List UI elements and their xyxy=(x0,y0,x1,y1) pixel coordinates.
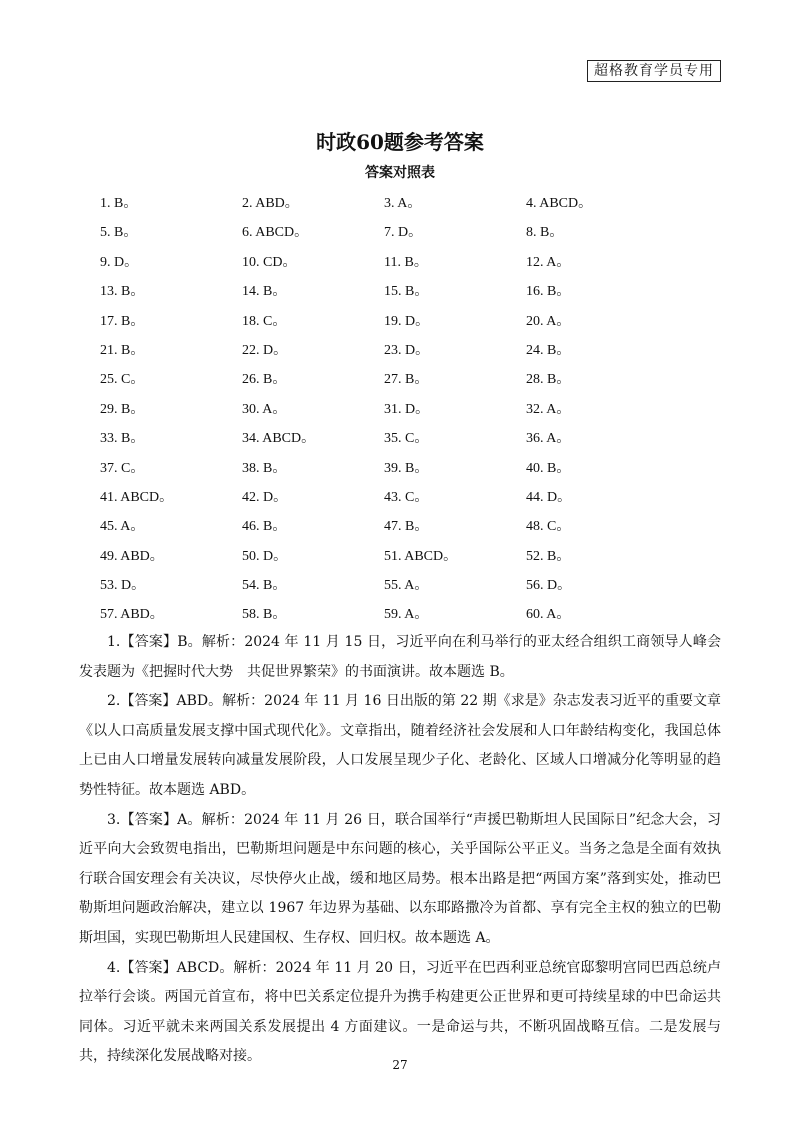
answer-item: 23. D。 xyxy=(384,342,430,358)
answer-item: 19. D。 xyxy=(384,313,430,329)
answer-item: 38. B。 xyxy=(242,460,287,476)
answer-item: 59. A。 xyxy=(384,607,429,623)
answer-item: 4. ABCD。 xyxy=(526,196,593,211)
answer-item: 58. B。 xyxy=(242,607,287,623)
answer-item: 22. D。 xyxy=(242,342,288,358)
answer-item: 48. C。 xyxy=(526,519,571,535)
answer-item: 33. B。 xyxy=(100,431,145,447)
answer-item: 45. A。 xyxy=(100,519,145,535)
answer-item: 29. B。 xyxy=(100,401,145,417)
answer-item: 13. B。 xyxy=(100,284,145,300)
answer-item: 9. D。 xyxy=(100,254,139,270)
answer-item: 15. B。 xyxy=(384,284,429,300)
page-subtitle: 答案对照表 xyxy=(365,165,435,181)
answer-item: 51. ABCD。 xyxy=(384,548,458,564)
answer-item: 17. B。 xyxy=(100,313,145,329)
answer-item: 5. B。 xyxy=(100,225,138,241)
answer-item: 43. C。 xyxy=(384,489,429,505)
answer-item: 18. C。 xyxy=(242,313,287,329)
answer-item: 24. B。 xyxy=(526,342,571,358)
answer-item: 7. D。 xyxy=(384,225,423,241)
answer-item: 30. A。 xyxy=(242,401,287,417)
answer-item: 42. D。 xyxy=(242,489,288,505)
answer-item: 31. D。 xyxy=(384,401,430,417)
answer-item: 20. A。 xyxy=(526,313,571,329)
answer-item: 32. A。 xyxy=(526,401,571,417)
explanation-2: 2.【答案】ABD。解析：2024 年 11 月 16 日出版的第 22 期《求是》杂志发表习近平的重要文章《以人口高质量发展支撑中国式现代化》。文章指出，随着经济社会发展和人口年龄结构变化，我国总体上已由人口增量发展转向减量发展阶段，人口发展呈现少子化、老龄化、区域人口增减分化等明显的趋势性特征。故本题选 ABD。 xyxy=(79,693,721,798)
answer-item: 39. B。 xyxy=(384,460,429,476)
answer-item: 56. D。 xyxy=(526,578,572,594)
answer-item: 16. B。 xyxy=(526,284,571,300)
answer-item: 50. D。 xyxy=(242,548,288,564)
answer-item: 53. D。 xyxy=(100,578,146,594)
answer-item: 46. B。 xyxy=(242,519,287,535)
page-title: 时政60题参考答案 xyxy=(316,130,484,154)
answer-item: 60. A。 xyxy=(526,607,571,623)
answer-item: 28. B。 xyxy=(526,372,571,388)
answer-item: 12. A。 xyxy=(526,254,571,270)
answer-item: 10. CD。 xyxy=(242,254,297,270)
answer-item: 49. ABD。 xyxy=(100,548,164,564)
answer-item: 57. ABD。 xyxy=(100,607,164,623)
answer-item: 41. ABCD。 xyxy=(100,489,174,505)
answer-item: 6. ABCD。 xyxy=(242,225,309,241)
answer-item: 25. C。 xyxy=(100,372,145,388)
explanation-4: 4.【答案】ABCD。解析：2024 年 11 月 20 日，习近平在巴西利亚总统官邸黎明宫同巴西总统卢拉举行会谈。两国元首宣布，将中巴关系定位提升为携手构建更公正世界和更可持续星球的中巴命运共同体。习近平就未来两国关系发展提出 4 方面建议。一是命运与共，不断巩固战略互信。二是发展与共，持续深化发展战略对接。 xyxy=(79,959,721,1065)
explanations xyxy=(79,628,721,1072)
answer-item: 47. B。 xyxy=(384,519,429,535)
answer-item: 2. ABD。 xyxy=(242,196,299,211)
header-badge: 超格教育学员专用 xyxy=(587,60,721,82)
page-number: 27 xyxy=(392,1058,408,1072)
answer-item: 1. B。 xyxy=(100,196,138,211)
answer-item: 34. ABCD。 xyxy=(242,431,316,447)
answer-item: 35. C。 xyxy=(384,431,429,447)
explanation-1: 1.【答案】B。解析：2024 年 11 月 15 日，习近平向在利马举行的亚太经合组织工商领导人峰会发表题为《把握时代大势 共促世界繁荣》的书面演讲。故本题选 B。 xyxy=(79,634,721,680)
answer-item: 21. B。 xyxy=(100,342,145,358)
answer-item: 27. B。 xyxy=(384,372,429,388)
answer-item: 40. B。 xyxy=(526,460,571,476)
answer-item: 36. A。 xyxy=(526,431,571,447)
answer-item: 44. D。 xyxy=(526,489,572,505)
answer-item: 8. B。 xyxy=(526,225,564,241)
answer-item: 52. B。 xyxy=(526,548,571,564)
answer-item: 11. B。 xyxy=(384,254,428,270)
answer-item: 54. B。 xyxy=(242,578,287,594)
answer-item: 3. A。 xyxy=(384,196,422,211)
answer-item: 37. C。 xyxy=(100,460,145,476)
answer-item: 14. B。 xyxy=(242,284,287,300)
answer-item: 26. B。 xyxy=(242,372,287,388)
answer-item: 55. A。 xyxy=(384,578,429,594)
explanation-3: 3.【答案】A。解析：2024 年 11 月 26 日，联合国举行“声援巴勒斯坦人民国际日”纪念大会，习近平向大会致贺电指出，巴勒斯坦问题是中东问题的核心，关乎国际公平正义。当务之急是全面有效执行联合国安理会有关决议，尽快停火止战，缓和地区局势。根本出路是把“两国方案”落到实处，推动巴勒斯坦问题政治解决，建立以 1967 年边界为基础、以东耶路撒冷为首都、享有完全主权的独立的巴勒斯坦国，实现巴勒斯坦人民建国权、生存权、回归权。故本题选 A。 xyxy=(79,811,721,946)
answer-table xyxy=(100,189,700,630)
